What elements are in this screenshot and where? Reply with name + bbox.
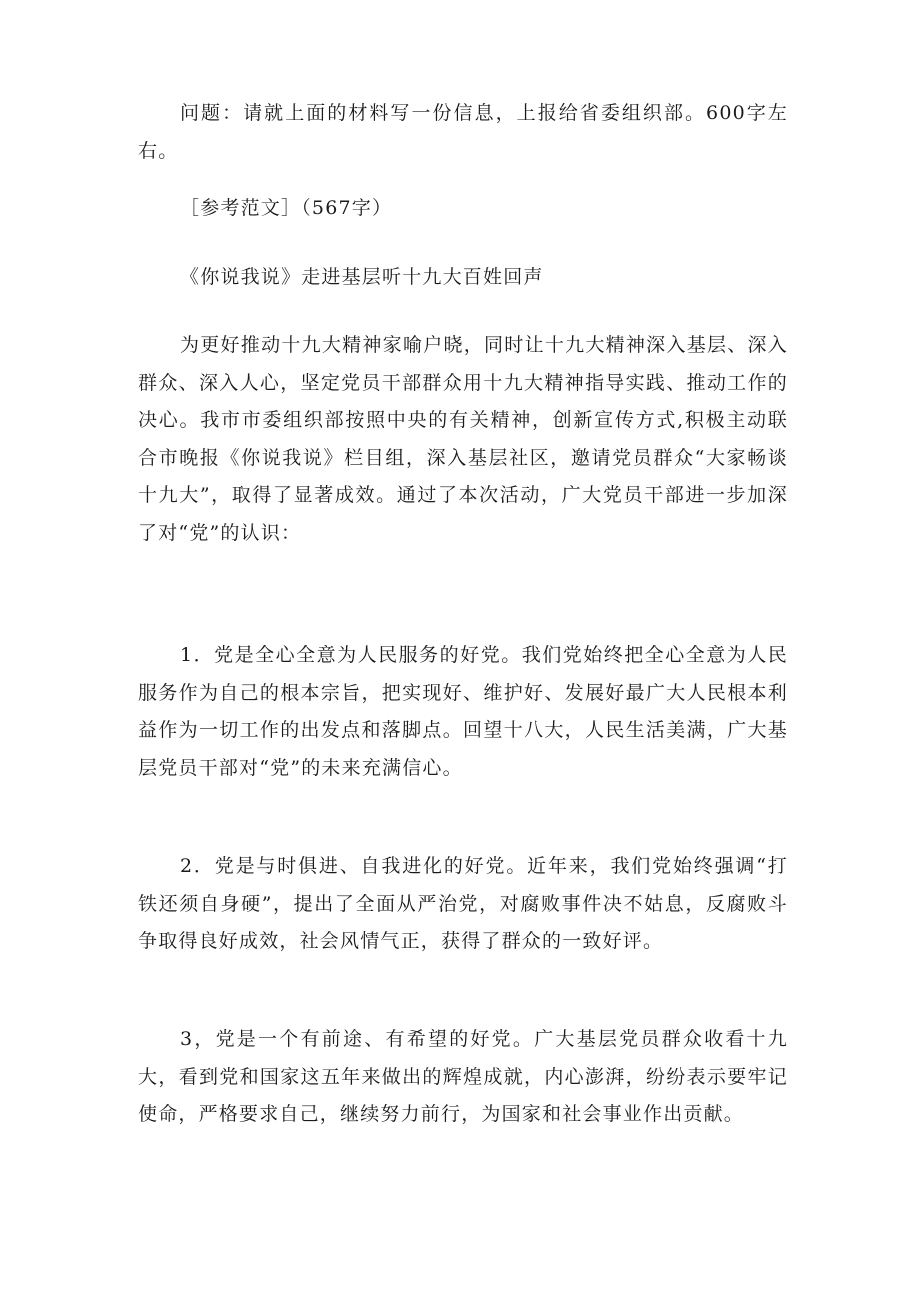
list-item-1: 1．党是全心全意为人民服务的好党。我们党始终把全心全意为人民服务作为自己的根本宗旨，把实现好、维护好、发展好最广大人民根本利益作为一切工作的出发点和落脚点。回望十八大，人民生活美满，广大基层党员干部对“党”的未来充满信心。 [138, 644, 788, 779]
question-paragraph: 问题：请就上面的材料写一份信息，上报给省委组织部。600字左右。 [138, 102, 788, 162]
article-title: 《你说我说》走进基层听十九大百姓回声 [180, 266, 544, 288]
reference-heading: ［参考范文］（567字） [180, 197, 393, 219]
list-item-2: 2．党是与时俱进、自我进化的好党。近年来，我们党始终强调“打铁还须自身硬”，提出了全面从严治党，对腐败事件决不姑息，反腐败斗争取得良好成效，社会风情气正，获得了群众的一致好评。 [138, 855, 788, 952]
intro-paragraph: 为更好推动十九大精神家喻户晓，同时让十九大精神深入基层、深入群众、深入人心，坚定党员干部群众用十九大精神指导实践、推动工作的决心。我市市委组织部按照中央的有关精神，创新宣传方式,积极主动联合市晚报《你说我说》栏目组，深入基层社区，邀请党员群众“大家畅谈十九大”，取得了显著成效。通过了本次活动，广大党员干部进一步加深了对“党”的认识： [138, 334, 788, 544]
list-item-3: 3，党是一个有前途、有希望的好党。广大基层党员群众收看十九大，看到党和国家这五年来做出的辉煌成就，内心澎湃，纷纷表示要牢记使命，严格要求自己，继续努力前行，为国家和社会事业作出贡献。 [138, 1028, 788, 1125]
